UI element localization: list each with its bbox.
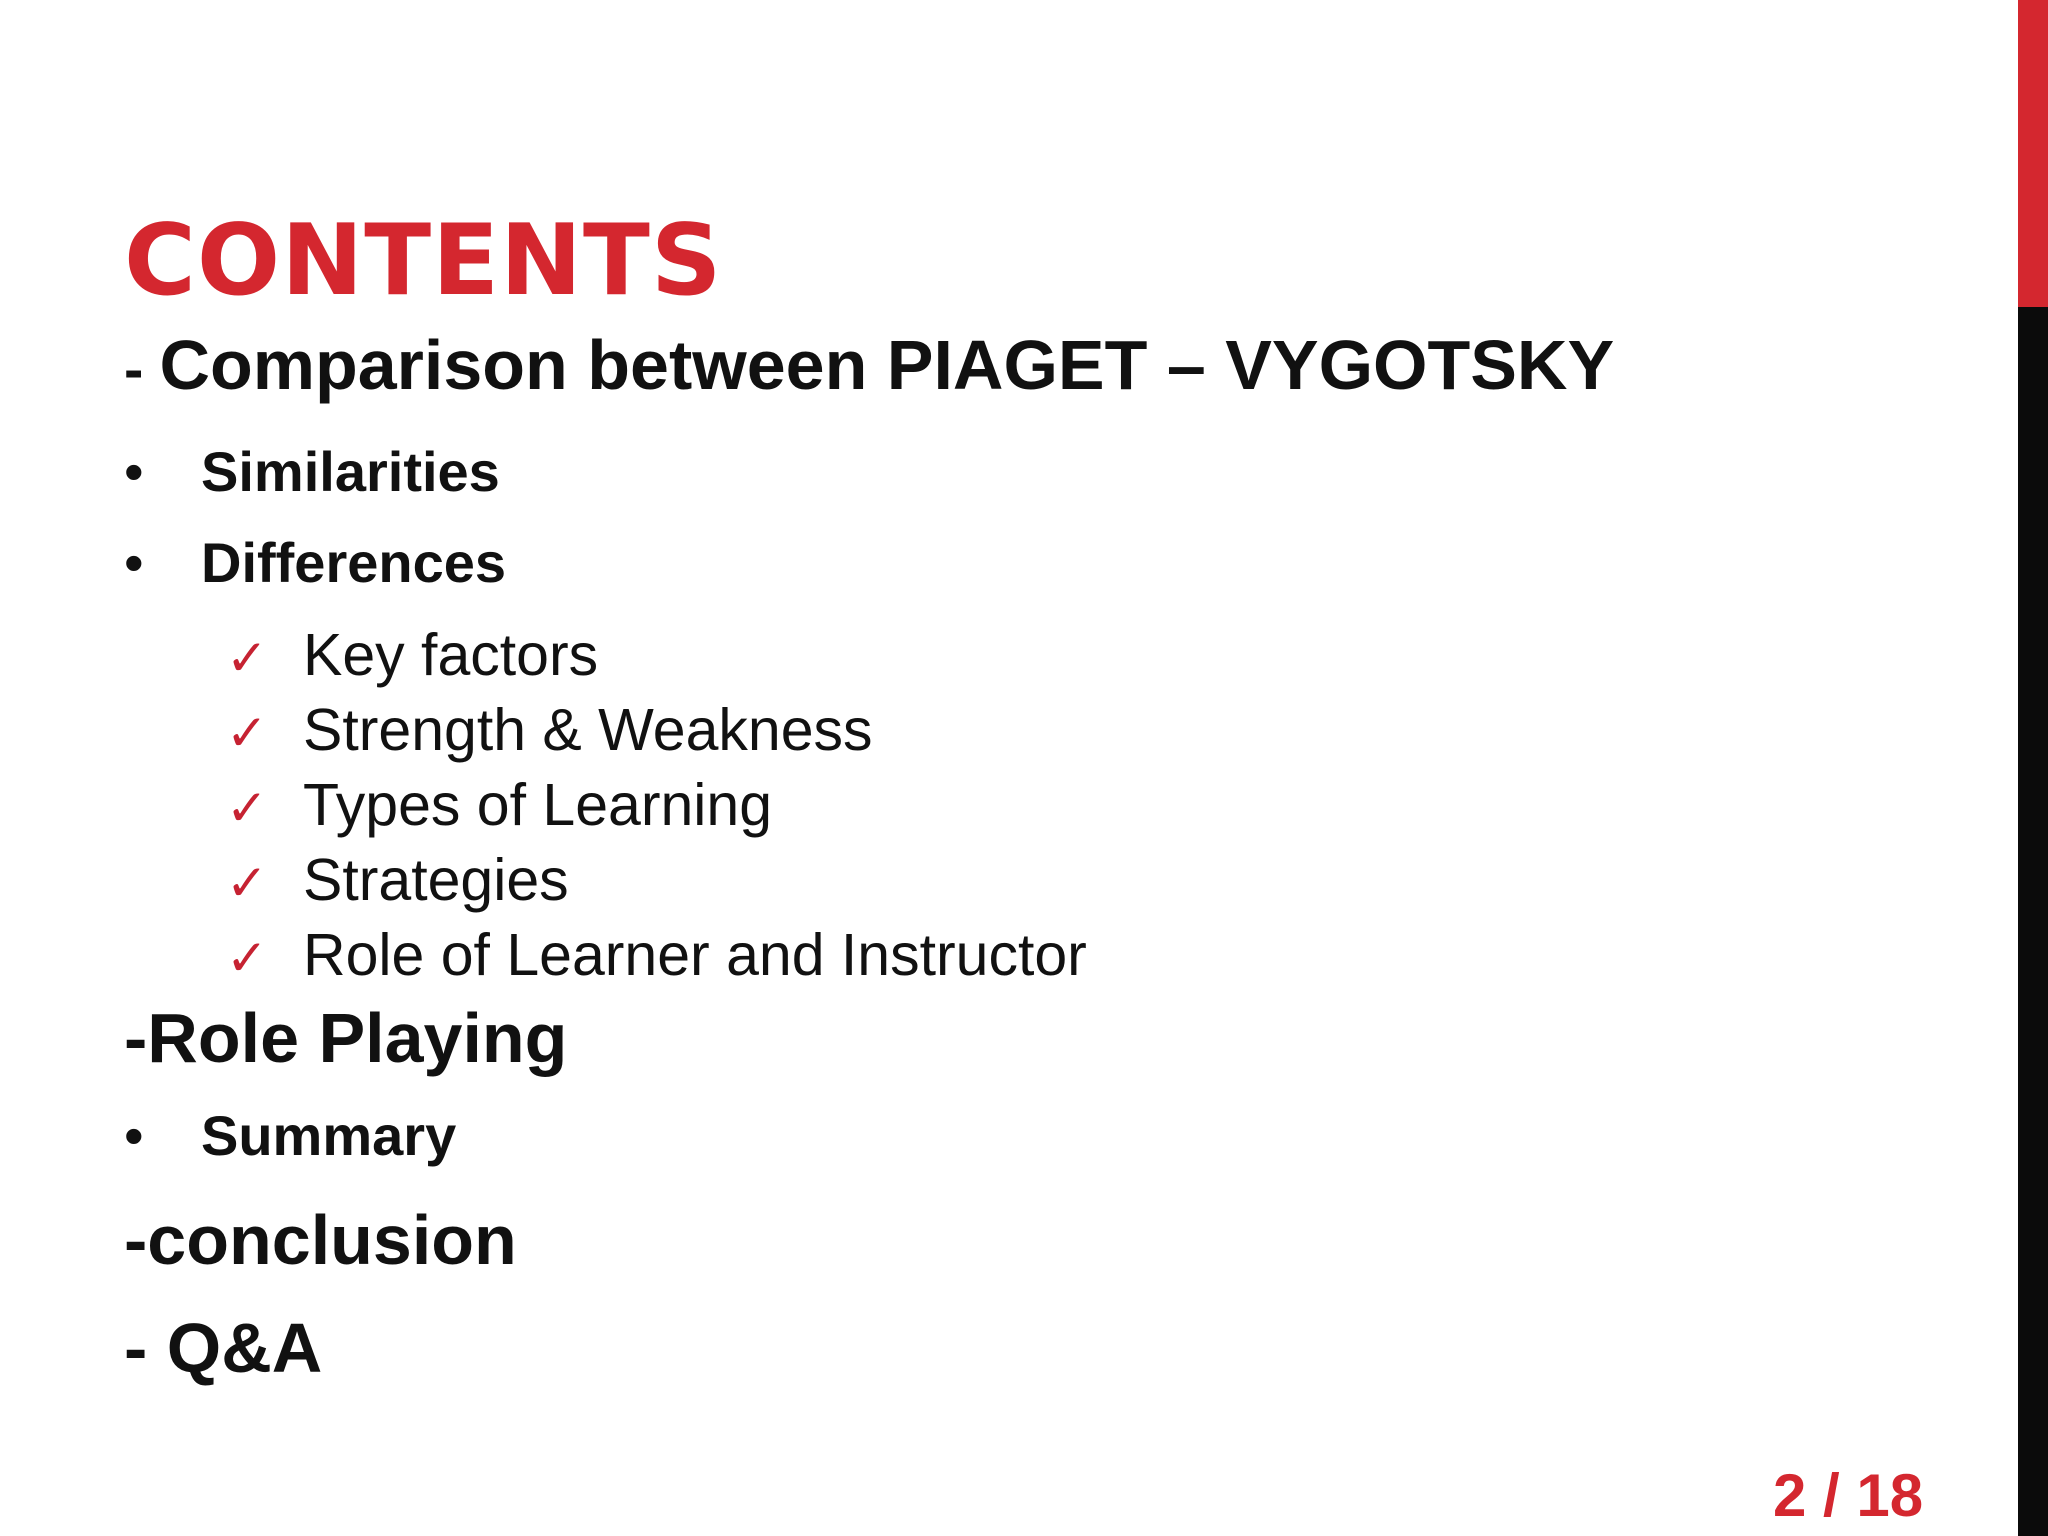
checkmark-icon: ✓ xyxy=(226,704,268,762)
bullet-differences xyxy=(124,531,507,594)
check-item-strength-weakness xyxy=(226,697,873,763)
qa-heading: - Q&A xyxy=(124,1309,323,1387)
check-text: Types of Learning xyxy=(303,772,773,838)
check-item-types-of-learning xyxy=(226,772,773,838)
slide-title: CONTENTS xyxy=(124,204,723,318)
check-item-role-of-learner xyxy=(226,922,1087,988)
check-item-key-factors xyxy=(226,622,599,688)
comparison-text: Comparison between PIAGET – VYGOTSKY xyxy=(159,326,1615,404)
bullet-summary xyxy=(124,1104,457,1167)
comparison-heading xyxy=(124,326,1615,404)
bullet-dot: • xyxy=(124,1104,144,1167)
comparison-prefix: - xyxy=(124,337,160,402)
check-text: Key factors xyxy=(303,622,599,688)
bullet-text: Differences xyxy=(201,531,507,594)
checkmark-icon: ✓ xyxy=(226,854,268,912)
checkmark-icon: ✓ xyxy=(226,779,268,837)
bullet-similarities xyxy=(124,440,500,503)
check-text: Role of Learner and Instructor xyxy=(303,922,1087,988)
conclusion-heading: -conclusion xyxy=(124,1201,517,1279)
bullet-dot: • xyxy=(124,531,144,594)
page-number: 2 / 18 xyxy=(1773,1462,1924,1529)
check-text: Strategies xyxy=(303,847,569,913)
check-text: Strength & Weakness xyxy=(303,697,873,763)
checkmark-icon: ✓ xyxy=(226,929,268,987)
role-playing-heading: -Role Playing xyxy=(124,999,568,1077)
side-accent-bar-black xyxy=(2018,307,2048,1536)
bullet-text: Similarities xyxy=(201,440,500,503)
check-item-strategies xyxy=(226,847,569,913)
side-accent-bar-red xyxy=(2018,0,2048,307)
checkmark-icon: ✓ xyxy=(226,629,268,687)
bullet-dot: • xyxy=(124,440,144,503)
bullet-text: Summary xyxy=(201,1104,457,1167)
